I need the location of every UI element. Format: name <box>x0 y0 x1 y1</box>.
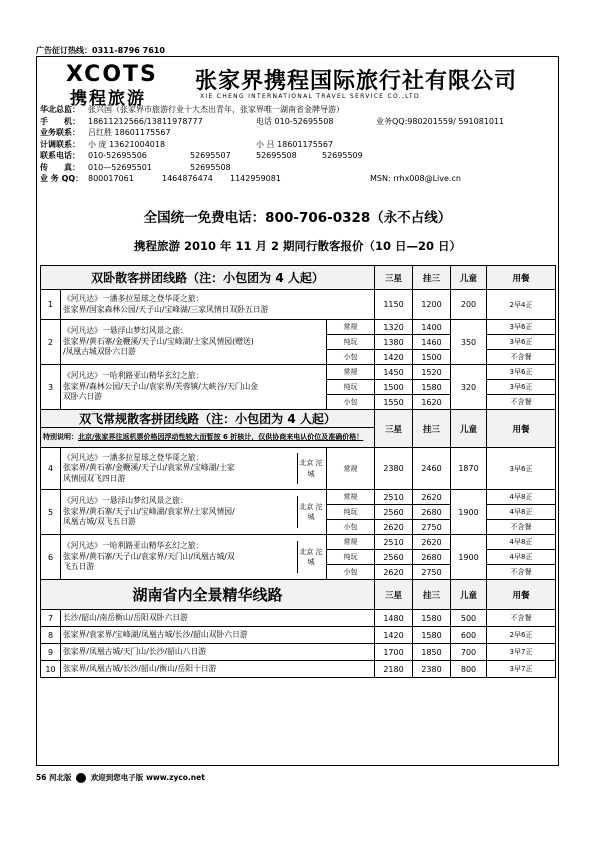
table-row <box>41 365 556 380</box>
price-gua3: 1520 <box>413 365 451 380</box>
contact-value: 52695507 <box>190 151 231 160</box>
company-name-cn: 张家界携程国际旅行社有限公司 <box>195 68 518 94</box>
route-line: 风情园双飞四日游 <box>63 473 126 483</box>
price-gua3: 1580 <box>413 610 451 627</box>
contact-row <box>40 150 555 162</box>
col-header: 三星 <box>375 410 413 448</box>
table-row <box>41 290 556 320</box>
contact-value: 1142959081 <box>230 174 281 183</box>
contact-label: 计调联系： <box>40 139 80 149</box>
route-line: 《河凡达》一哈利路亚山精华玄幻之旅： <box>63 371 204 381</box>
contact-value: 52695509 <box>322 151 363 160</box>
price-child: 1900 <box>451 535 487 580</box>
route-number: 10 <box>41 661 61 678</box>
route-number: 9 <box>41 644 61 661</box>
service-class: 纯玩 <box>327 335 375 350</box>
price-child: 1900 <box>451 490 487 535</box>
note-lead: 特别说明： <box>43 433 78 441</box>
company-name-en: XIE CHENG INTERNATIONAL TRAVEL SERVICE CO.,LTD <box>200 93 420 100</box>
price-gua3: 2460 <box>413 448 451 490</box>
price-child: 600 <box>451 627 487 644</box>
meal-info: 3早6正 <box>487 380 556 395</box>
route-number: 2 <box>41 320 61 365</box>
contact-value: 010-52695506 <box>88 151 147 160</box>
service-class: 常规 <box>327 490 375 505</box>
price-gua3: 2380 <box>413 661 451 678</box>
footer-url[interactable]: www.zyco.net <box>145 773 205 782</box>
route-number: 4 <box>41 448 61 490</box>
price-3star: 2510 <box>375 535 413 550</box>
table-row <box>41 535 556 550</box>
section-note <box>41 428 375 448</box>
meal-info: 不含餐 <box>487 520 556 535</box>
route-line: 张家界/黄石寨/天子山/宝峰湖/袁家界/土家风情园/ <box>63 506 235 516</box>
price-gua3: 1400 <box>413 320 451 335</box>
price-gua3: 1500 <box>413 350 451 365</box>
route-number: 6 <box>41 535 61 580</box>
contact-value: 800017061 <box>88 174 134 183</box>
price-list-heading: 携程旅游 2010 年 11 月 2 期同行散客报价（10 日—20 日） <box>133 239 462 253</box>
col-header: 挂三 <box>413 410 451 448</box>
price-3star: 1500 <box>375 380 413 395</box>
price-gua3: 2620 <box>413 490 451 505</box>
col-header: 挂三 <box>413 580 451 610</box>
contact-value: 18611212566/13811978777 <box>88 116 203 126</box>
section-title: 双飞常规散客拼团线路（注：小包团为 4 人起） <box>41 410 375 428</box>
service-class: 常规 <box>327 535 375 550</box>
price-table <box>40 265 556 678</box>
contact-value: 吕红胜 18601175567 <box>88 128 171 137</box>
route-description <box>61 365 327 410</box>
price-3star: 1700 <box>375 644 413 661</box>
price-3star: 2560 <box>375 550 413 565</box>
col-header: 用餐 <box>487 266 556 290</box>
meal-info: 3早6正 <box>487 320 556 335</box>
edition-label: 河北版 <box>49 773 72 782</box>
meal-info: 3早6正 <box>487 335 556 350</box>
route-description <box>61 320 327 365</box>
logo-latin: XCOTS <box>66 62 158 87</box>
route-description <box>61 535 327 580</box>
free-hotline: 全国统一免费电话：800-706-0328（永不占线） <box>143 210 452 226</box>
departure-city: 北京 沱城 <box>297 453 324 485</box>
section-title: 双卧散客拼团线路（注：小包团为 4 人起） <box>41 266 375 290</box>
departure-city: 北京 沱城 <box>297 541 324 573</box>
meal-info: 4早8正 <box>487 490 556 505</box>
route-line: 双卧六日游 <box>63 392 102 402</box>
meal-info: 2早6正 <box>487 627 556 644</box>
service-class: 小包 <box>327 565 375 580</box>
contact-block <box>40 104 555 185</box>
price-3star: 2510 <box>375 490 413 505</box>
route-description: 张家界/凤凰古城/长沙/韶山/衡山/岳阳十日游 <box>61 661 375 678</box>
col-header: 儿童 <box>451 410 487 448</box>
contact-row <box>40 104 555 116</box>
route-description: 张家界/凤凰古城/天门山/长沙/韶山八日游 <box>61 644 375 661</box>
price-3star: 1150 <box>375 290 413 320</box>
contact-row <box>40 173 555 185</box>
section-header <box>41 580 556 610</box>
route-description <box>61 490 327 535</box>
contact-label: 联系电话： <box>40 151 80 160</box>
contact-value: 52695508 <box>190 162 231 172</box>
logo-cn: 携程旅游 <box>70 89 146 109</box>
meal-info: 4早8正 <box>487 535 556 550</box>
contact-value: 1464876474 <box>162 174 213 183</box>
col-header: 儿童 <box>451 580 487 610</box>
price-gua3: 2750 <box>413 520 451 535</box>
route-line: 张家界/黄石寨/金鞭溪/天子山/宝峰湖/土家风情园(赠送) <box>63 336 254 346</box>
route-line: 张家界/国家森林公园/天子山/宝峰湖/三家风情日双卧五日游 <box>63 304 269 314</box>
meal-info: 3早7正 <box>487 661 556 678</box>
contact-label: 业 务 QQ： <box>40 174 84 183</box>
price-3star: 1420 <box>375 350 413 365</box>
page-footer <box>36 772 205 783</box>
contact-label: 华北总监： <box>40 105 80 114</box>
meal-info: 4早8正 <box>487 550 556 565</box>
section-header <box>41 266 556 290</box>
price-3star: 1480 <box>375 610 413 627</box>
price-3star: 1450 <box>375 365 413 380</box>
note-text: 北京/张家界往返机票价格因浮动性较大而暂按 6 折核计，仅供协商来电认价位及准确价格！ <box>78 433 364 441</box>
service-class: 常规 <box>327 448 375 490</box>
footer-brand: 欢迎到您电子版 <box>90 773 144 782</box>
price-gua3: 1580 <box>413 627 451 644</box>
table-row <box>41 320 556 335</box>
contact-value: 电话 010-52695508 <box>256 116 334 126</box>
price-gua3: 1200 <box>413 290 451 320</box>
price-3star: 1550 <box>375 395 413 410</box>
price-gua3: 1850 <box>413 644 451 661</box>
contact-row <box>40 116 555 128</box>
meal-info: 不含餐 <box>487 395 556 410</box>
route-number: 8 <box>41 627 61 644</box>
service-class: 常规 <box>327 365 375 380</box>
price-3star: 2380 <box>375 448 413 490</box>
departure-city: 北京 沱城 <box>297 496 324 528</box>
service-class: 纯玩 <box>327 550 375 565</box>
route-number: 5 <box>41 490 61 535</box>
price-child: 1870 <box>451 448 487 490</box>
contact-value: 52695508 <box>256 151 297 160</box>
meal-info: 2早4正 <box>487 290 556 320</box>
meal-info: 3早6正 <box>487 448 556 490</box>
route-number: 3 <box>41 365 61 410</box>
price-child: 700 <box>451 644 487 661</box>
price-gua3: 1580 <box>413 380 451 395</box>
route-line: 飞五日游 <box>63 562 95 572</box>
contact-row <box>40 127 555 139</box>
price-child: 200 <box>451 290 487 320</box>
contact-value: 小 庞 13621004018 <box>88 139 166 149</box>
route-line: 张家界/黄石寨/金鞭溪/天子山/袁家界/宝峰湖/土家 <box>63 463 235 473</box>
section-title: 湖南省内全景精华线路 <box>41 580 375 610</box>
route-line: /凤凰古城双卧六日游 <box>63 347 136 357</box>
route-number: 1 <box>41 290 61 320</box>
contact-value: MSN: rrhx008@Live.cn <box>370 174 461 183</box>
route-line: 《河凡达》一悬浮山梦幻风景之旅： <box>63 496 188 506</box>
price-gua3: 2750 <box>413 565 451 580</box>
service-class: 小包 <box>327 350 375 365</box>
price-gua3: 1620 <box>413 395 451 410</box>
col-header: 三星 <box>375 580 413 610</box>
price-child: 500 <box>451 610 487 627</box>
contact-value: 010—52695501 <box>88 162 152 172</box>
price-gua3: 2620 <box>413 535 451 550</box>
contact-value: 业务QQ:980201559/ 591081011 <box>376 116 505 126</box>
contact-row <box>40 139 555 151</box>
col-header: 用餐 <box>487 410 556 448</box>
route-line: 凤凰古城/双飞五日游 <box>63 517 136 527</box>
price-child: 350 <box>451 320 487 365</box>
price-3star: 1420 <box>375 627 413 644</box>
contact-label: 业务联系： <box>40 128 80 137</box>
service-class: 常规 <box>327 320 375 335</box>
meal-info: 4早8正 <box>487 505 556 520</box>
meal-info: 不含餐 <box>487 565 556 580</box>
price-gua3: 2680 <box>413 550 451 565</box>
contact-label: 传 真： <box>40 162 80 172</box>
price-3star: 2180 <box>375 661 413 678</box>
route-line: 张家界/黄石寨/天子山/袁家界/天门山/凤凰古城/双 <box>63 551 235 561</box>
route-line: 《河凡达》一哈利路亚山精华玄幻之旅： <box>63 541 204 551</box>
price-child: 800 <box>451 661 487 678</box>
price-gua3: 1460 <box>413 335 451 350</box>
service-class: 小包 <box>327 520 375 535</box>
col-header: 用餐 <box>487 580 556 610</box>
service-class: 纯玩 <box>327 505 375 520</box>
section-header <box>41 410 556 428</box>
meal-info: 3早6正 <box>487 365 556 380</box>
col-header: 儿童 <box>451 266 487 290</box>
table-row <box>41 627 556 644</box>
service-class: 小包 <box>327 395 375 410</box>
route-description: 张家界/袁家界/宝峰湖/凤凰古城/长沙/韶山双卧六日游 <box>61 627 375 644</box>
meal-info: 不含餐 <box>487 350 556 365</box>
price-3star: 2620 <box>375 565 413 580</box>
route-description: 长沙/韶山/南岳衡山/岳阳双卧六日游 <box>61 610 375 627</box>
contact-row <box>40 162 555 174</box>
col-header: 挂三 <box>413 266 451 290</box>
price-child: 320 <box>451 365 487 410</box>
route-number: 7 <box>41 610 61 627</box>
table-row <box>41 490 556 505</box>
table-row <box>41 610 556 627</box>
price-3star: 2560 <box>375 505 413 520</box>
ad-hotline: 广告征订热线：0311-8796 7610 <box>36 46 165 55</box>
col-header: 三星 <box>375 266 413 290</box>
route-line: 《河凡达》一悬浮山梦幻风景之旅： <box>63 326 188 336</box>
meal-info: 3早7正 <box>487 644 556 661</box>
price-table-wrap <box>40 265 555 678</box>
table-row <box>41 448 556 490</box>
route-line: 《河凡达》一潘多拉星球之登华哥之旅： <box>63 294 204 303</box>
contact-label: 手 机： <box>40 116 80 126</box>
page-number: 56 <box>36 773 47 782</box>
price-3star: 2620 <box>375 520 413 535</box>
route-line: 张家界/森林公园/天子山/袁家界/芙蓉镇/大峡谷/天门山金 <box>63 381 259 391</box>
contact-value: 张兴国（张家界市旅游行业十大杰出青年，张家界唯一湖南省金牌导游） <box>88 105 344 114</box>
price-gua3: 2680 <box>413 505 451 520</box>
table-row <box>41 644 556 661</box>
meal-info: 不含餐 <box>487 610 556 627</box>
table-row <box>41 661 556 678</box>
route-description <box>61 448 327 490</box>
route-line: 《河凡达》一潘多拉星球之登华哥之旅： <box>63 452 204 462</box>
service-class: 纯玩 <box>327 380 375 395</box>
contact-value: 小 吕 18601175567 <box>256 139 334 149</box>
route-description <box>61 290 375 320</box>
price-3star: 1320 <box>375 320 413 335</box>
price-3star: 1380 <box>375 335 413 350</box>
brand-logo-icon <box>76 773 86 783</box>
